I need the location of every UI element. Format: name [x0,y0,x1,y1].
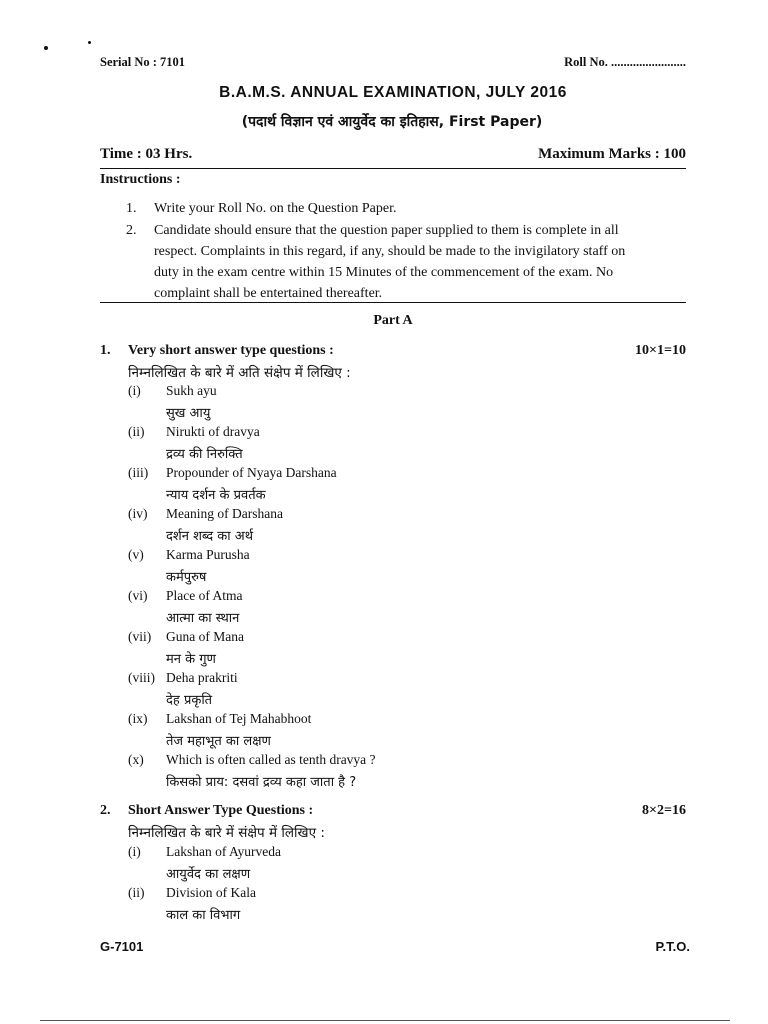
item-number: (v) [128,547,144,562]
instruction-number: 1. [126,201,137,216]
item-number: (x) [128,752,144,767]
instruction-text: complaint shall be entertained thereafter. [154,286,383,301]
instruction-text: Write your Roll No. on the Question Paper. [154,201,397,216]
instruction-text: respect. Complaints in this regard, if any, should be made to the invigilatory staff on [154,244,626,259]
item-number: (i) [128,844,141,859]
item-hindi: दर्शन शब्द का अर्थ [166,529,254,544]
question-heading: Short Answer Type Questions : [128,803,314,818]
part-heading: Part A [373,313,413,328]
item-number: (iii) [128,465,149,480]
item-number: (ii) [128,424,145,439]
item-english: Lakshan of Ayurveda [166,844,281,859]
serial-number: Serial No : 7101 [100,55,186,69]
bottom-edge-line [40,1020,730,1021]
item-hindi: सुख आयु [166,406,211,421]
instruction-number: 2. [126,223,137,238]
item-english: Guna of Mana [166,629,244,644]
pto-label: P.T.O. [655,939,690,954]
item-english: Sukh ayu [166,383,217,398]
item-hindi: द्रव्य की निरुक्ति [166,447,243,462]
item-number: (iv) [128,506,148,521]
question-heading: Very short answer type questions : [128,343,334,358]
instruction-text: Candidate should ensure that the question paper supplied to them is complete in all [154,223,619,238]
item-number: (ii) [128,885,145,900]
item-hindi: मन के गुण [166,652,216,667]
item-english: Propounder of Nyaya Darshana [166,465,337,480]
question-marks: 10×1=10 [635,343,686,358]
exam-title: B.A.M.S. ANNUAL EXAMINATION, JULY 2016 [219,84,567,101]
item-english: Karma Purusha [166,547,250,562]
item-hindi: तेज महाभूत का लक्षण [166,734,271,749]
item-number: (ix) [128,711,148,726]
item-hindi: कर्मपुरुष [166,570,207,585]
item-number: (i) [128,383,141,398]
exam-subtitle: (पदार्थ विज्ञान एवं आयुर्वेद का इतिहास, First Paper) [241,114,543,130]
item-english: Lakshan of Tej Mahabhoot [166,711,312,726]
item-hindi: न्याय दर्शन के प्रवर्तक [166,488,266,503]
item-hindi: देह प्रकृति [166,693,213,708]
item-hindi: आत्मा का स्थान [166,611,240,626]
question-number: 2. [100,803,111,818]
item-english: Deha prakriti [166,670,238,685]
paper-code: G-7101 [100,939,144,954]
instructions-divider [100,302,686,303]
header-divider [100,168,686,169]
item-english: Meaning of Darshana [166,506,283,521]
question-marks: 8×2=16 [642,803,686,818]
question-hindi: निम्नलिखित के बारे में संक्षेप में लिखिए : [128,825,325,841]
item-hindi: काल का विभाग [166,908,241,923]
item-number: (viii) [128,670,155,685]
item-english: Place of Atma [166,588,243,603]
question-hindi: निम्नलिखित के बारे में अति संक्षेप में लिखिए : [128,365,351,381]
scan-mark [44,46,48,50]
roll-number: Roll No. ........................ [564,55,686,69]
time-label: Time : 03 Hrs. [100,146,193,162]
item-hindi: किसको प्राय: दसवां द्रव्य कहा जाता है ? [166,775,357,790]
item-english: Division of Kala [166,885,256,900]
instructions-heading: Instructions : [100,172,181,187]
item-english: Nirukti of dravya [166,424,260,439]
item-number: (vi) [128,588,148,603]
max-marks: Maximum Marks : 100 [538,146,686,162]
scan-mark [88,41,91,44]
item-english: Which is often called as tenth dravya ? [166,752,376,767]
question-number: 1. [100,343,111,358]
item-number: (vii) [128,629,152,644]
instruction-text: duty in the exam centre within 15 Minutes of the commencement of the exam. No [154,265,614,280]
item-hindi: आयुर्वेद का लक्षण [166,867,251,882]
